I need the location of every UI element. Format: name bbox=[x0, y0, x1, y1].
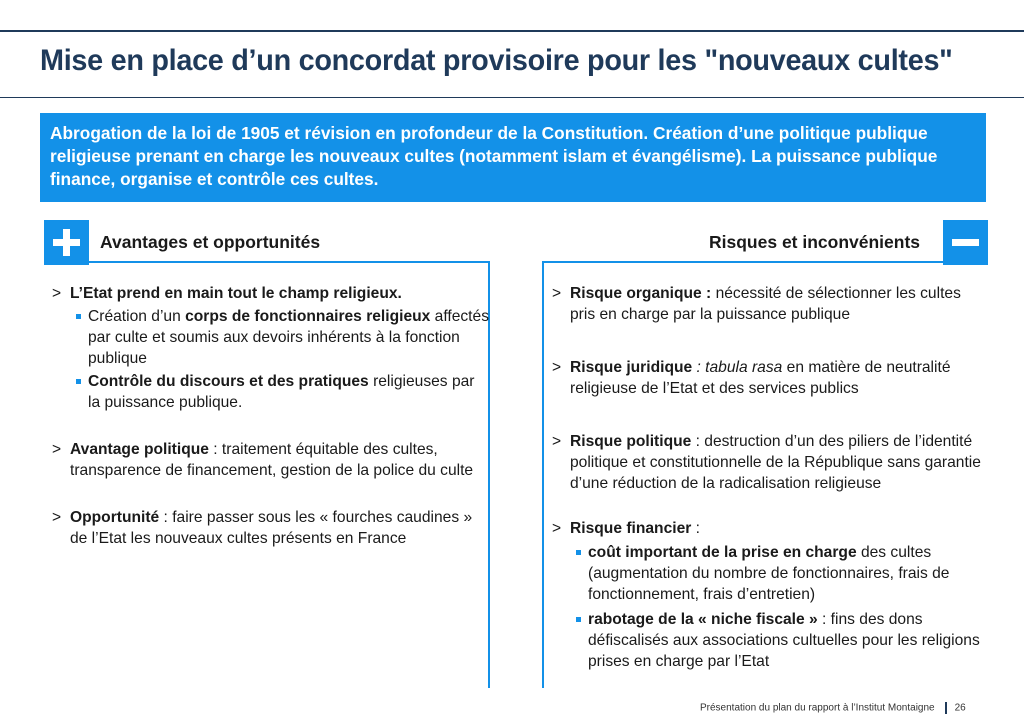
item-title: L’Etat prend en main tout le champ religieux. bbox=[70, 285, 402, 302]
bullet-marker: > bbox=[552, 520, 562, 537]
minus-icon bbox=[943, 220, 988, 265]
footer-separator bbox=[945, 702, 947, 714]
square-bullet-icon bbox=[576, 550, 581, 555]
right-heading: Risques et inconvénients bbox=[709, 232, 921, 252]
sub-item: coût important de la prise en charge des cultes (augmentation du nombre de fonctionnaires, frais de fonctionnement, frais d’entretien) bbox=[576, 542, 988, 605]
bullet-marker: > bbox=[52, 441, 62, 458]
sub-item: Contrôle du discours et des pratiques religieuses par la puissance publique. bbox=[76, 371, 490, 413]
list-item: > Risque juridique : tabula rasa en matière de neutralité religieuse de l’Etat et des services publics bbox=[552, 359, 951, 397]
bullet-marker: > bbox=[52, 509, 62, 526]
list-item: > Risque politique : destruction d’un des piliers de l’identité politique et constitutionnelle de la République sans garantie d’une réduction de la radicalisation religieuse bbox=[552, 433, 981, 492]
page-title: Mise en place d’un concordat provisoire pour les "nouveaux cultes" bbox=[40, 44, 953, 77]
advantages-list bbox=[52, 283, 490, 549]
bullet-marker: > bbox=[52, 285, 62, 302]
square-bullet-icon bbox=[76, 314, 81, 319]
square-bullet-icon bbox=[76, 379, 81, 384]
bullet-marker: > bbox=[552, 359, 562, 376]
list-item: > Risque organique : nécessité de sélectionner les cultes pris en charge par la puissance publique bbox=[552, 285, 961, 323]
right-heading-rule bbox=[542, 261, 988, 263]
right-column-rule bbox=[542, 261, 544, 688]
list-item bbox=[52, 283, 490, 413]
footer bbox=[700, 702, 966, 714]
risks-list bbox=[552, 283, 988, 672]
summary-banner: Abrogation de la loi de 1905 et révision en profondeur de la Constitution. Création d’une politique publique religieuse prenant en charge les nouveaux cultes (notamment islam et évangélisme). La puissance publique finance, organise et contrôle ces cultes. bbox=[40, 113, 986, 202]
list-item: > Opportunité : faire passer sous les « fourches caudines » de l’Etat les nouveaux cultes présents en France bbox=[52, 509, 473, 547]
sub-item: Création d’un corps de fonctionnaires religieux affectés par culte et soumis aux devoirs inhérents à la fonction publique bbox=[76, 306, 490, 369]
square-bullet-icon bbox=[576, 617, 581, 622]
sub-item: rabotage de la « niche fiscale » : fins des dons défiscalisés aux associations cultuelles pour les religions prises en charge par l’Etat bbox=[576, 609, 988, 672]
bullet-marker: > bbox=[552, 433, 562, 450]
list-item: > Risque financier : coût important de la prise en charge des cultes (augmentation du nombre de fonctionnaires, frais de fonctionnement, frais d’entretien) rabotage de la « niche fiscale » : fins des dons défiscalisés aux associations cultuelles pour les religions prises en charge par l’Etat bbox=[552, 518, 988, 672]
left-heading-rule bbox=[44, 261, 490, 263]
bullet-marker: > bbox=[552, 285, 562, 302]
plus-icon bbox=[44, 220, 89, 265]
top-rule bbox=[0, 30, 1024, 32]
footer-text: Présentation du plan du rapport à l’Institut Montaigne bbox=[700, 702, 935, 714]
page-number: 26 bbox=[954, 702, 966, 714]
title-rule bbox=[0, 97, 1024, 98]
list-item: > Avantage politique : traitement équitable des cultes, transparence de financement, gestion de la police du culte bbox=[52, 441, 474, 479]
left-heading: Avantages et opportunités bbox=[100, 232, 321, 252]
